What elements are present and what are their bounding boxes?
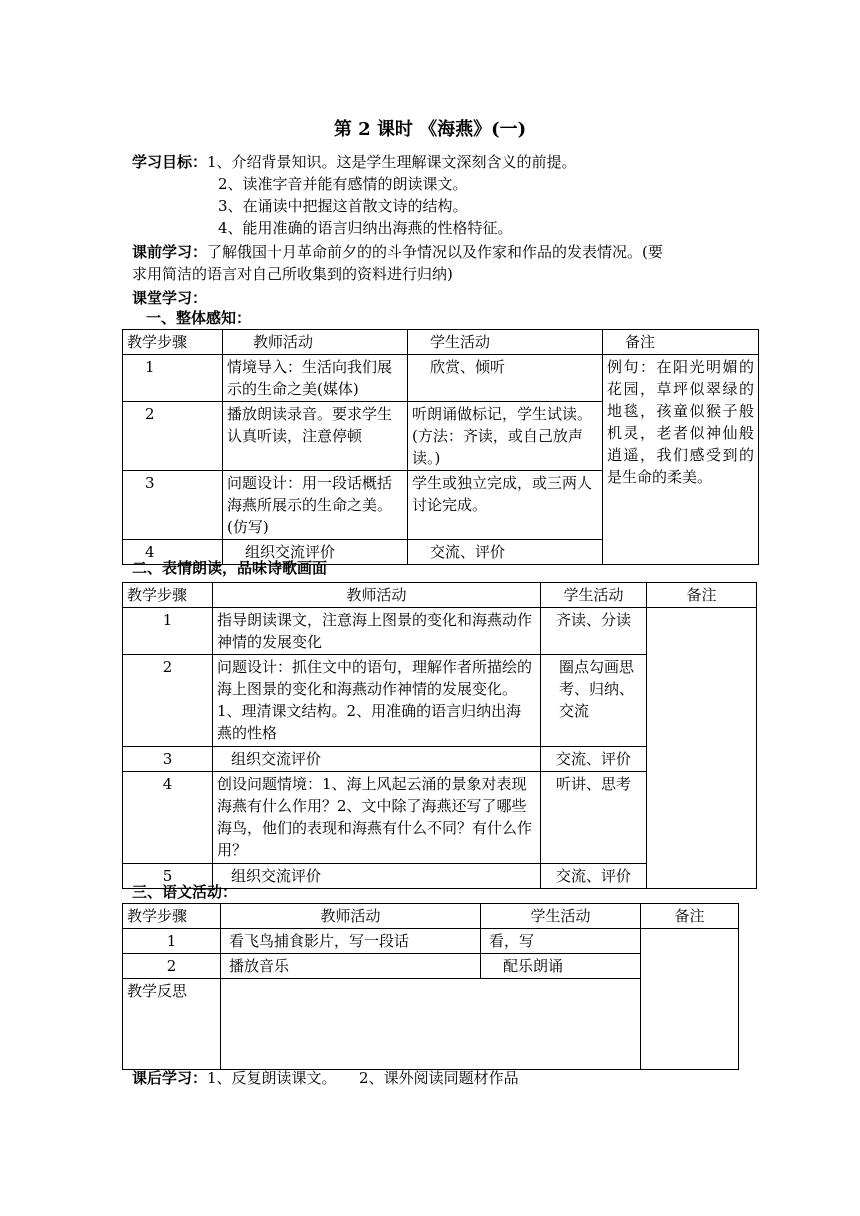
teacher-cell: 指导朗读课文，注意海上图景的变化和海燕动作神情的发展变化 [213,608,541,655]
step-cell: 1 [123,929,221,954]
student-cell: 听讲、思考 [541,772,647,864]
table-row [123,608,757,655]
student-cell: 配乐朗诵 [481,954,641,979]
step-cell: 2 [123,954,221,979]
objectives-label: 学习目标： [132,153,208,171]
student-cell: 圈点勾画思考、归纳、交流 [541,655,647,747]
preview-text-continued: 求用简洁的语言对自己所收集到的资料进行归纳) [132,265,453,283]
classroom-label: 课堂学习： [132,289,208,307]
reflection-label: 教学反思 [123,979,221,1070]
student-cell: 交流、评价 [408,540,603,565]
header-student: 学生活动 [481,904,641,929]
after-class-line [132,1068,519,1089]
step-cell: 1 [123,608,213,655]
step-cell: 3 [123,747,213,772]
step-cell: 1 [123,355,223,402]
student-cell: 齐读、分读 [541,608,647,655]
step-cell: 5 [123,864,213,889]
after-text: 1、反复朗读课文。 2、课外阅读同题材作品 [207,1069,519,1087]
section2-heading: 二、表情朗读，品味诗歌画面 [132,559,328,577]
step-cell: 2 [123,402,223,471]
teacher-cell: 看飞鸟捕食影片，写一段话 [221,929,481,954]
student-cell: 交流、评价 [541,864,647,889]
section3-table [122,903,739,1070]
step-cell: 2 [123,655,213,747]
teacher-cell: 情境导入：生活向我们展示的生命之美(媒体) [223,355,408,402]
after-label: 课后学习： [132,1069,208,1087]
header-teacher: 教师活动 [213,583,541,608]
header-teacher: 教师活动 [223,330,408,355]
table-row [123,355,759,402]
preview-text: 了解俄国十月革命前夕的的斗争情况以及作家和作品的发表情况。(要 [207,243,663,261]
preview-line-1 [132,242,663,263]
student-cell: 欣赏、倾听 [408,355,603,402]
table-header-row [123,583,757,608]
table-header-row [123,904,739,929]
student-cell: 听朗诵做标记，学生试读。 (方法：齐读，或自己放声读。) [408,402,603,471]
header-step: 教学步骤 [123,904,221,929]
note-cell [647,608,757,889]
objective-item: 2、读准字音并能有感情的朗读课文。 [218,175,468,193]
teacher-cell: 问题设计：用一段话概括海燕所展示的生命之美。(仿写) [223,471,408,540]
header-student: 学生活动 [541,583,647,608]
page-title: 第 2 课时 《海燕》(一) [333,119,527,140]
table-row [123,929,739,954]
teacher-cell: 播放朗读录音。要求学生认真听读，注意停顿 [223,402,408,471]
header-teacher: 教师活动 [221,904,481,929]
section3-heading: 三、语文活动： [132,883,238,901]
teacher-cell: 组织交流评价 [213,747,541,772]
step-cell: 4 [123,540,223,565]
table-header-row [123,330,759,355]
section2-table [122,582,757,889]
teacher-cell: 问题设计：抓住文中的语句，理解作者所描绘的海上图景的变化和海燕动作神情的发展变化。1、理清课文结构。2、用准确的语言归纳出海燕的性格 [213,655,541,747]
header-student: 学生活动 [408,330,603,355]
objective-item: 1、介绍背景知识。这是学生理解课文深刻含义的前提。 [207,153,577,171]
header-note: 备注 [603,330,759,355]
header-note: 备注 [641,904,739,929]
note-cell: 例句：在阳光明媚的花园，草坪似翠绿的地毯，孩童似猴子般机灵，老者似神仙般逍遥，我们感受到的是生命的柔美。 [603,355,759,565]
teacher-cell: 组织交流评价 [223,540,408,565]
note-cell [641,929,739,1070]
header-step: 教学步骤 [123,330,223,355]
objectives-line-1 [132,152,577,173]
teacher-cell: 播放音乐 [221,954,481,979]
student-cell: 交流、评价 [541,747,647,772]
student-cell: 看，写 [481,929,641,954]
objective-item: 3、在诵读中把握这首散文诗的结构。 [218,197,468,215]
student-cell: 学生或独立完成，或三两人讨论完成。 [408,471,603,540]
reflection-cell [221,979,641,1070]
step-cell: 3 [123,471,223,540]
section1-table [122,329,759,565]
header-note: 备注 [647,583,757,608]
teacher-cell: 组织交流评价 [213,864,541,889]
step-cell: 4 [123,772,213,864]
preview-label: 课前学习： [132,243,208,261]
teacher-cell: 创设问题情境：1、海上风起云涌的景象对表现海燕有什么作用？2、文中除了海燕还写了哪些海鸟，他们的表现和海燕有什么不同？有什么作用？ [213,772,541,864]
objective-item: 4、能用准确的语言归纳出海燕的性格特征。 [218,219,513,237]
header-step: 教学步骤 [123,583,213,608]
section1-heading: 一、整体感知： [146,309,252,327]
